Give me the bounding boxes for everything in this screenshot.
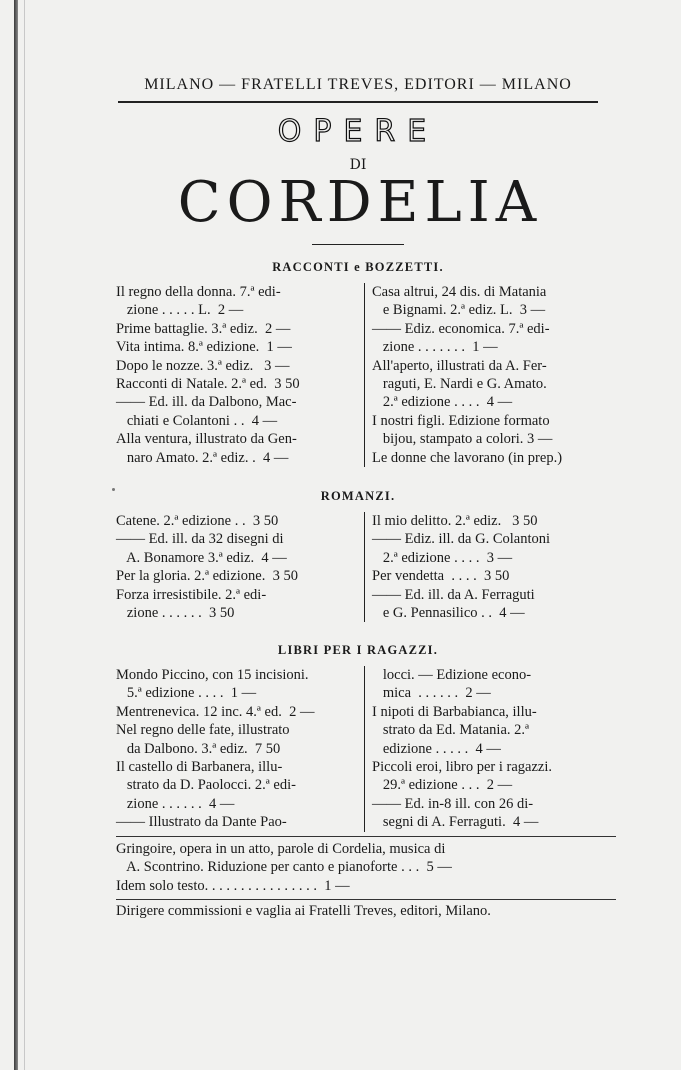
separator-rule: [116, 899, 616, 900]
page-shadow-line: [24, 0, 25, 1070]
catalog-line: e Bignami. 2.ª ediz. L. 3 —: [372, 302, 546, 319]
catalog-line: locci. — Edizione econo-: [372, 667, 532, 683]
other-works: [116, 840, 616, 895]
column-divider: [364, 283, 365, 467]
catalog-line: zione . . . . . . 4 —: [116, 795, 235, 812]
catalog-line: —— Ediz. economica. 7.ª edi-: [372, 320, 550, 337]
catalog-line: raguti, E. Nardi e G. Amato.: [372, 375, 547, 392]
title-rule: [312, 244, 404, 245]
catalog-line: zione . . . . . L. 2 —: [116, 302, 244, 319]
catalog-line: mica . . . . . . 2 —: [372, 685, 491, 702]
romanzi-columns: [116, 512, 616, 622]
catalog-line: bijou, stampato a colori. 3 —: [372, 431, 553, 448]
ragazzi-columns: [116, 666, 616, 832]
book-spine-edge: [14, 0, 18, 1070]
catalog-line: Catene. 2.ª edizione . . 3 50: [116, 513, 279, 529]
catalog-line: Racconti di Natale. 2.ª ed. 3 50: [116, 375, 300, 392]
catalog-line: I nostri figli. Edizione formato: [372, 412, 550, 429]
catalog-line: Vita intima. 8.ª edizione. 1 —: [116, 339, 292, 356]
catalog-line: naro Amato. 2.ª ediz. . 4 —: [116, 449, 289, 466]
publisher-line: MILANO — FRATELLI TREVES, EDITORI — MILANO: [144, 76, 572, 93]
catalog-line: 2.ª edizione . . . . 4 —: [372, 394, 513, 411]
catalog-line: chiati e Colantoni . . 4 —: [116, 412, 278, 429]
works-heading: OPERE: [277, 114, 439, 149]
catalog-line: —— Ed. ill. da 32 disegni di: [116, 531, 284, 548]
separator-rule: [116, 836, 616, 837]
catalog-line: Le donne che lavorano (in prep.): [372, 449, 563, 466]
catalog-line: Forza irresistibile. 2.ª edi-: [116, 586, 267, 603]
catalog-line: —— Illustrato da Dante Pao-: [116, 814, 287, 831]
catalog-line: e G. Pennasilico . . 4 —: [372, 604, 525, 621]
catalog-line: All'aperto, illustrati da A. Fer-: [372, 357, 547, 374]
section-title-romanzi: ROMANZI.: [320, 489, 396, 503]
catalog-line: Nel regno delle fate, illustrato: [116, 722, 290, 739]
catalog-line: —— Ed. ill. da Dalbono, Mac-: [116, 394, 297, 411]
ragazzi-right-column: [372, 666, 620, 832]
header-rule: [118, 101, 598, 103]
section-title-ragazzi: LIBRI PER I RAGAZZI.: [277, 643, 439, 657]
catalog-line: Casa altrui, 24 dis. di Matania: [372, 284, 547, 300]
catalog-line: Il castello di Barbanera, illu-: [116, 758, 283, 775]
catalog-line: Idem solo testo. . . . . . . . . . . . . . . . 1 —: [116, 877, 350, 894]
racconti-left-column: [116, 283, 358, 467]
catalog-line: —— Ediz. ill. da G. Colantoni: [372, 531, 551, 548]
catalog-line: Per la gloria. 2.ª edizione. 3 50: [116, 568, 298, 585]
catalog-line: strato da Ed. Matania. 2.ª: [372, 722, 530, 739]
catalog-line: zione . . . . . . . 1 —: [372, 339, 498, 356]
catalog-line: A. Bonamore 3.ª ediz. 4 —: [116, 549, 287, 566]
catalog-line: Piccoli eroi, libro per i ragazzi.: [372, 758, 552, 775]
romanzi-right-column: [372, 512, 620, 622]
catalog-line: 29.ª edizione . . . 2 —: [372, 777, 513, 794]
romanzi-left-column: [116, 512, 358, 622]
ragazzi-left-column: [116, 666, 358, 832]
catalog-line: strato da D. Paolocci. 2.ª edi-: [116, 777, 296, 794]
catalog-line: Dopo le nozze. 3.ª ediz. 3 —: [116, 357, 290, 374]
column-divider: [364, 512, 365, 622]
section-title-racconti: RACCONTI e BOZZETTI.: [272, 260, 444, 274]
author-name: CORDELIA: [177, 170, 543, 235]
catalog-line: Il mio delitto. 2.ª ediz. 3 50: [372, 513, 538, 529]
catalog-line: Alla ventura, illustrato da Gen-: [116, 431, 297, 448]
catalog-line: Prime battaglie. 3.ª ediz. 2 —: [116, 320, 291, 337]
catalog-line: Gringoire, opera in un atto, parole di Cordelia, musica di: [116, 841, 446, 857]
catalog-line: edizione . . . . . 4 —: [372, 740, 501, 757]
catalog-line: zione . . . . . . 3 50: [116, 604, 235, 621]
catalog-line: —— Ed. in-8 ill. con 26 di-: [372, 795, 534, 812]
catalog-line: segni di A. Ferraguti. 4 —: [372, 814, 539, 831]
catalog-line: Mentrenevica. 12 inc. 4.ª ed. 2 —: [116, 703, 315, 720]
footer-note: Dirigere commissioni e vaglia ai Fratelli Treves, editori, Milano.: [116, 903, 491, 919]
catalog-line: 2.ª edizione . . . . 3 —: [372, 549, 513, 566]
catalog-line: Mondo Piccino, con 15 incisioni.: [116, 667, 309, 683]
catalog-line: Il regno della donna. 7.ª edi-: [116, 284, 281, 300]
di-label: DI: [349, 157, 367, 173]
catalog-line: Per vendetta . . . . 3 50: [372, 568, 510, 585]
racconti-right-column: [372, 283, 620, 467]
catalog-line: da Dalbono. 3.ª ediz. 7 50: [116, 740, 281, 757]
catalog-line: I nipoti di Barbabianca, illu-: [372, 703, 537, 720]
column-divider: [364, 666, 365, 832]
racconti-columns: [116, 283, 616, 467]
catalog-line: 5.ª edizione . . . . 1 —: [116, 685, 257, 702]
catalog-line: —— Ed. ill. da A. Ferraguti: [372, 586, 535, 603]
speck: [112, 488, 115, 491]
catalog-line: A. Scontrino. Riduzione per canto e pianoforte . . . 5 —: [116, 859, 452, 876]
